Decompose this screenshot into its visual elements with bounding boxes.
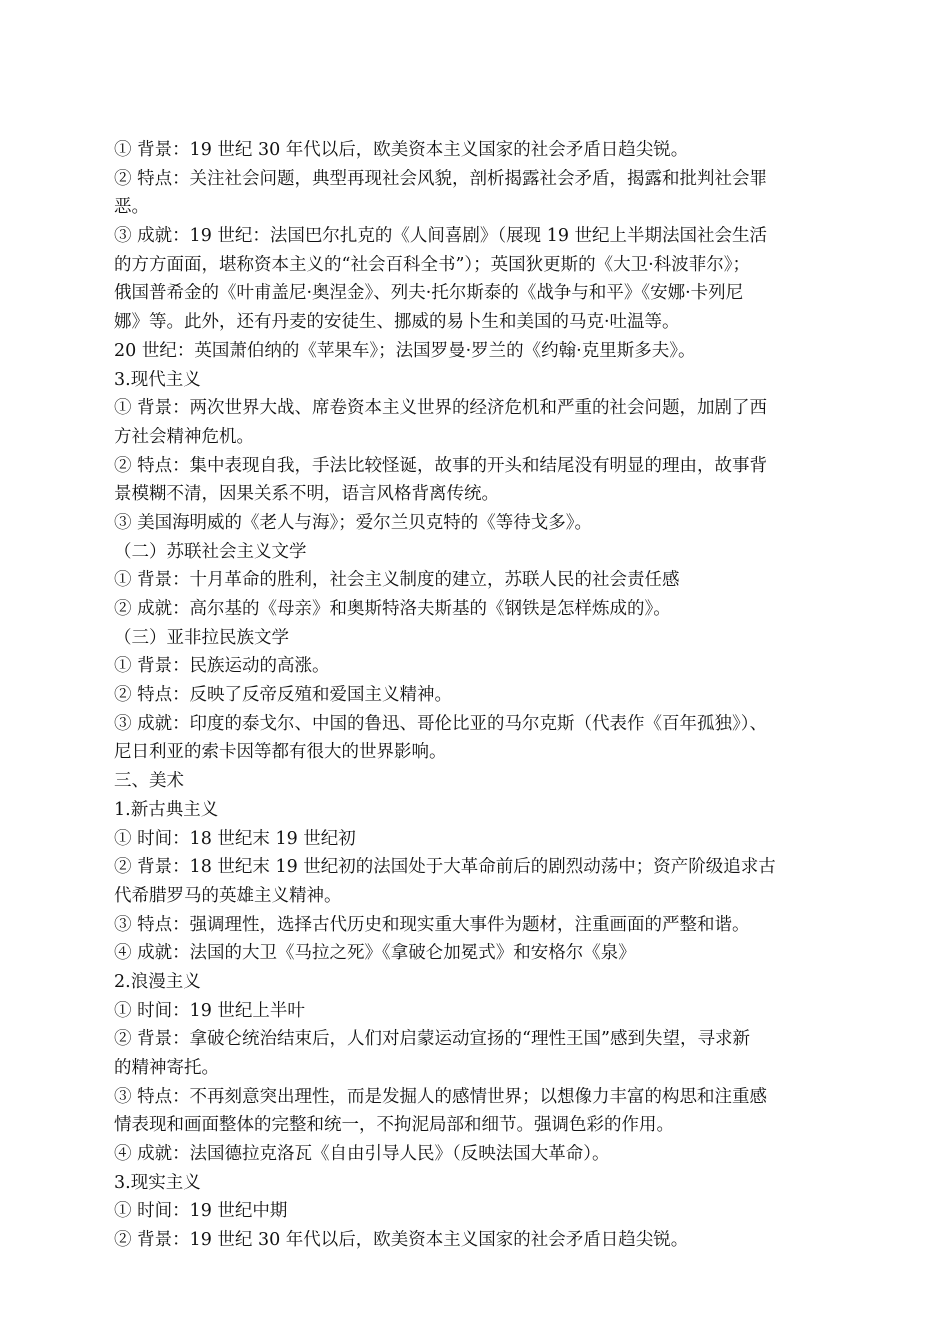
text-line: ② 特点：集中表现自我，手法比较怪诞，故事的开头和结尾没有明显的理由，故事背 — [114, 455, 768, 476]
text-line: ② 背景：拿破仑统治结束后，人们对启蒙运动宣扬的“理性王国”感到失望，寻求新 — [114, 1029, 750, 1050]
text-line: ③ 成就：19 世纪：法国巴尔扎克的《人间喜剧》（展现 19 世纪上半期法国社会生活 — [114, 226, 768, 247]
text-line: 的方方面面，堪称资本主义的“社会百科全书”）；英国狄更斯的《大卫·科波菲尔》； — [114, 254, 750, 275]
text-line: ① 时间：19 世纪中期 — [114, 1201, 288, 1222]
text-line: 代希腊罗马的英雄主义精神。 — [114, 885, 342, 906]
section-heading: （二）苏联社会主义文学 — [114, 541, 307, 562]
text-line: ① 背景：十月革命的胜利，社会主义制度的建立，苏联人民的社会责任感 — [114, 570, 680, 591]
text-line: 景模糊不清，因果关系不明，语言风格背离传统。 — [114, 484, 499, 505]
section-heading: 3.现实主义 — [114, 1172, 201, 1193]
text-line: 方社会精神危机。 — [114, 426, 254, 447]
text-line: ① 背景：19 世纪 30 年代以后，欧美资本主义国家的社会矛盾日趋尖锐。 — [114, 140, 689, 160]
text-line: ② 成就：高尔基的《母亲》和奥斯特洛夫斯基的《钢铁是怎样炼成的》。 — [114, 599, 671, 619]
text-line: ② 背景：18 世纪末 19 世纪初的法国处于大革命前后的剧烈动荡中；资产阶级追求古 — [114, 857, 776, 878]
text-line: ② 背景：19 世纪 30 年代以后，欧美资本主义国家的社会矛盾日趋尖锐。 — [114, 1230, 689, 1251]
document-body — [114, 136, 856, 1255]
text-line: 情表现和画面整体的完整和统一，不拘泥局部和细节。强调色彩的作用。 — [114, 1115, 674, 1136]
text-line: ① 时间：18 世纪末 19 世纪初 — [114, 828, 356, 849]
text-line: ① 时间：19 世纪上半叶 — [114, 1000, 305, 1021]
text-line: ③ 特点：不再刻意突出理性，而是发掘人的感情世界；以想像力丰富的构思和注重感 — [114, 1086, 768, 1107]
text-line: 恶。 — [114, 197, 149, 218]
text-line: ③ 美国海明威的《老人与海》；爱尔兰贝克特的《等待戈多》。 — [114, 512, 593, 533]
text-line: ① 背景：两次世界大战、席卷资本主义世界的经济危机和严重的社会问题，加剧了西 — [114, 398, 768, 419]
text-line: 娜》等。此外，还有丹麦的安徒生、挪威的易卜生和美国的马克·吐温等。 — [114, 312, 680, 333]
text-line: ② 特点：关注社会问题，典型再现社会风貌，剖析揭露社会矛盾，揭露和批判社会罪 — [114, 168, 768, 189]
section-heading: （三）亚非拉民族文学 — [114, 627, 289, 648]
section-heading: 1.新古典主义 — [114, 799, 219, 820]
text-line: ③ 特点：强调理性，选择古代历史和现实重大事件为题材，注重画面的严整和谐。 — [114, 914, 750, 935]
text-line: ③ 成就：印度的泰戈尔、中国的鲁迅、哥伦比亚的马尔克斯（代表作《百年孤独》）、 — [114, 713, 768, 734]
text-line: 20 世纪：英国萧伯纳的《苹果车》；法国罗曼·罗兰的《约翰·克里斯多夫》。 — [114, 340, 696, 361]
section-heading: 三、美术 — [114, 771, 184, 792]
section-heading: 2.浪漫主义 — [114, 971, 201, 992]
section-heading: 3.现代主义 — [114, 369, 201, 390]
text-line: 的精神寄托。 — [114, 1058, 219, 1078]
text-line: ① 背景：民族运动的高涨。 — [114, 656, 330, 677]
text-line: 俄国普希金的《叶甫盖尼·奥涅金》、列夫·托尔斯泰的《战争与和平》《安娜·卡列尼 — [114, 283, 744, 304]
text-line: ④ 成就：法国的大卫《马拉之死》《拿破仑加冕式》和安格尔《泉》 — [114, 943, 636, 964]
text-line: 尼日利亚的索卡因等都有很大的世界影响。 — [114, 742, 447, 763]
text-line: ② 特点：反映了反帝反殖和爱国主义精神。 — [114, 685, 453, 706]
text-line: ④ 成就：法国德拉克洛瓦《自由引导人民》（反映法国大革命）。 — [114, 1144, 610, 1165]
